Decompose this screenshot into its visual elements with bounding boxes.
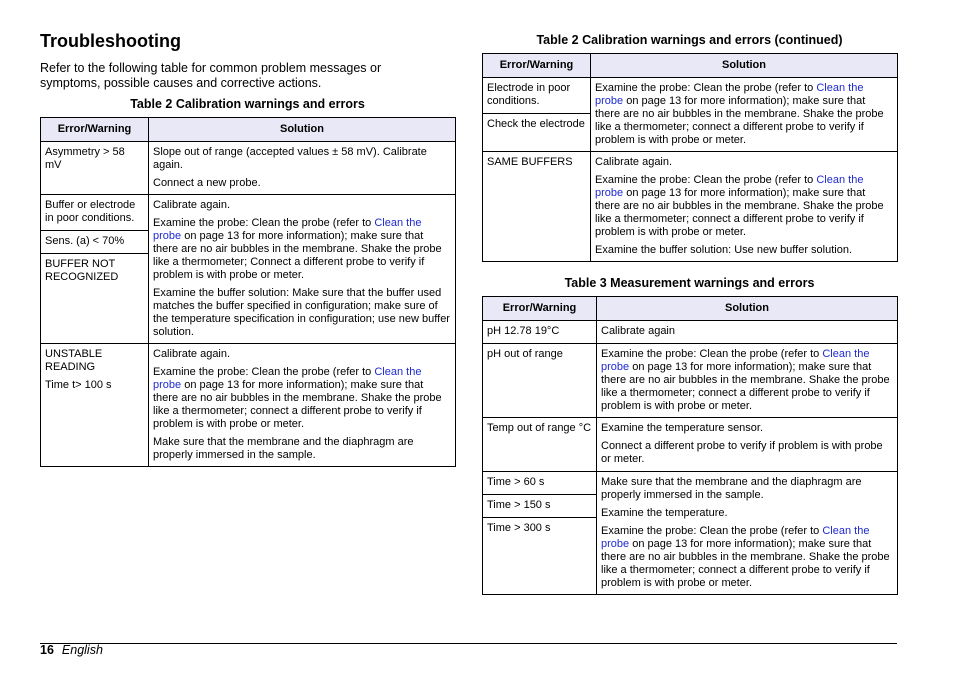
error-cell: pH out of range [483,344,597,418]
footer-language: English [61,643,103,657]
solution-cell: Calibrate again. Examine the probe: Clean the probe (refer to Clean the probe on page 13 for more information); make sure that there are no air bubbles in the membrane. Shake the probe like a thermometer; connect a different probe to verify if problem is with probe or meter. Make sure that the membrane and the diaphragm are properly immersed in the sample. [149,344,456,467]
table-row [483,344,898,418]
table-row [483,418,898,472]
table3-caption: Table 3 Measurement warnings and errors [564,276,815,290]
solution-cell: Calibrate again. Examine the probe: Clean the probe (refer to Clean the probe on page 13 for more information); make sure that there are no air bubbles in the membrane. Shake the probe like a thermometer; Connect a different probe to verify if problem is with probe or meter. Examine the buffer solution: Make sure that the buffer used matches the buffer specified in configuration; make sure of the temperature specification in configuration; use new buffer solution. [149,195,456,344]
error-cell: Temp out of range °C [483,418,597,472]
col-header-solution: Solution [597,297,898,321]
table-row [483,78,898,114]
table2-caption: Table 2 Calibration warnings and errors [130,97,365,111]
page-footer [40,643,103,657]
page-number: 16 [40,643,54,657]
col-header-solution: Solution [149,118,456,142]
footer-divider [40,643,897,644]
col-header-error: Error/Warning [483,54,591,78]
table-row [41,195,456,231]
table-row [41,142,456,195]
error-cell: Time > 60 s [483,472,597,495]
clean-the-probe-link[interactable]: Clean the probe [601,525,870,550]
solution-cell: Make sure that the membrane and the diaphragm are properly immersed in the sample. Examine the temperature. Examine the probe: Clean the probe (refer to Clean the probe on page 13 for more information); make sure that there are no air bubbles in the membrane. Shake the probe like a thermometer; connect a different probe to verify if problem is with probe or meter. [597,472,898,595]
clean-the-probe-link[interactable]: Clean the probe [595,82,864,107]
col-header-error: Error/Warning [483,297,597,321]
table2-continued-caption: Table 2 Calibration warnings and errors (continued) [536,33,843,47]
table-row [483,152,898,262]
calibration-table-continued [482,53,898,262]
error-cell: Electrode in poor conditions. [483,78,591,114]
error-cell: pH 12.78 19°C [483,321,597,344]
solution-cell: Examine the temperature sensor. Connect a different probe to verify if problem is with probe or meter. [597,418,898,472]
page-title: Troubleshooting [40,31,181,51]
error-cell: Time > 150 s [483,495,597,518]
calibration-table [40,117,456,467]
solution-cell: Calibrate again. Examine the probe: Clean the probe (refer to Clean the probe on page 13 for more information); make sure that there are no air bubbles in the membrane. Shake the probe like a thermometer; connect a different probe to verify if problem is with probe or meter. Examine the buffer solution: Use new buffer solution. [591,152,898,262]
error-cell: BUFFER NOT RECOGNIZED [41,254,149,344]
error-cell: Sens. (a) < 70% [41,230,149,253]
solution-cell: Slope out of range (accepted values ± 58 mV). Calibrate again. Connect a new probe. [149,142,456,195]
table-row [483,472,898,495]
col-header-error: Error/Warning [41,118,149,142]
solution-cell: Examine the probe: Clean the probe (refer to Clean the probe on page 13 for more information); make sure that there are no air bubbles in the membrane. Shake the probe like a thermometer; connect a different probe to verify if problem is with probe or meter. [597,344,898,418]
clean-the-probe-link[interactable]: Clean the probe [153,366,422,391]
error-cell: Buffer or electrode in poor conditions. [41,195,149,231]
error-cell: SAME BUFFERS [483,152,591,262]
clean-the-probe-link[interactable]: Clean the probe [153,217,422,242]
error-cell: UNSTABLE READING Time t> 100 s [41,344,149,467]
solution-cell: Calibrate again [597,321,898,344]
clean-the-probe-link[interactable]: Clean the probe [601,348,870,373]
col-header-solution: Solution [591,54,898,78]
intro-text: Refer to the following table for common problem messages or symptoms, possible causes and corrective actions. [40,61,382,90]
table-row [483,321,898,344]
table-row [41,344,456,467]
error-cell: Asymmetry > 58 mV [41,142,149,195]
error-cell: Time > 300 s [483,518,597,595]
solution-cell: Examine the probe: Clean the probe (refer to Clean the probe on page 13 for more information); make sure that there are no air bubbles in the membrane. Shake the probe like a thermometer; connect a different probe to verify if problem is with probe or meter. [591,78,898,152]
error-cell: Check the electrode [483,114,591,152]
clean-the-probe-link[interactable]: Clean the probe [595,174,864,199]
measurement-table [482,296,898,595]
